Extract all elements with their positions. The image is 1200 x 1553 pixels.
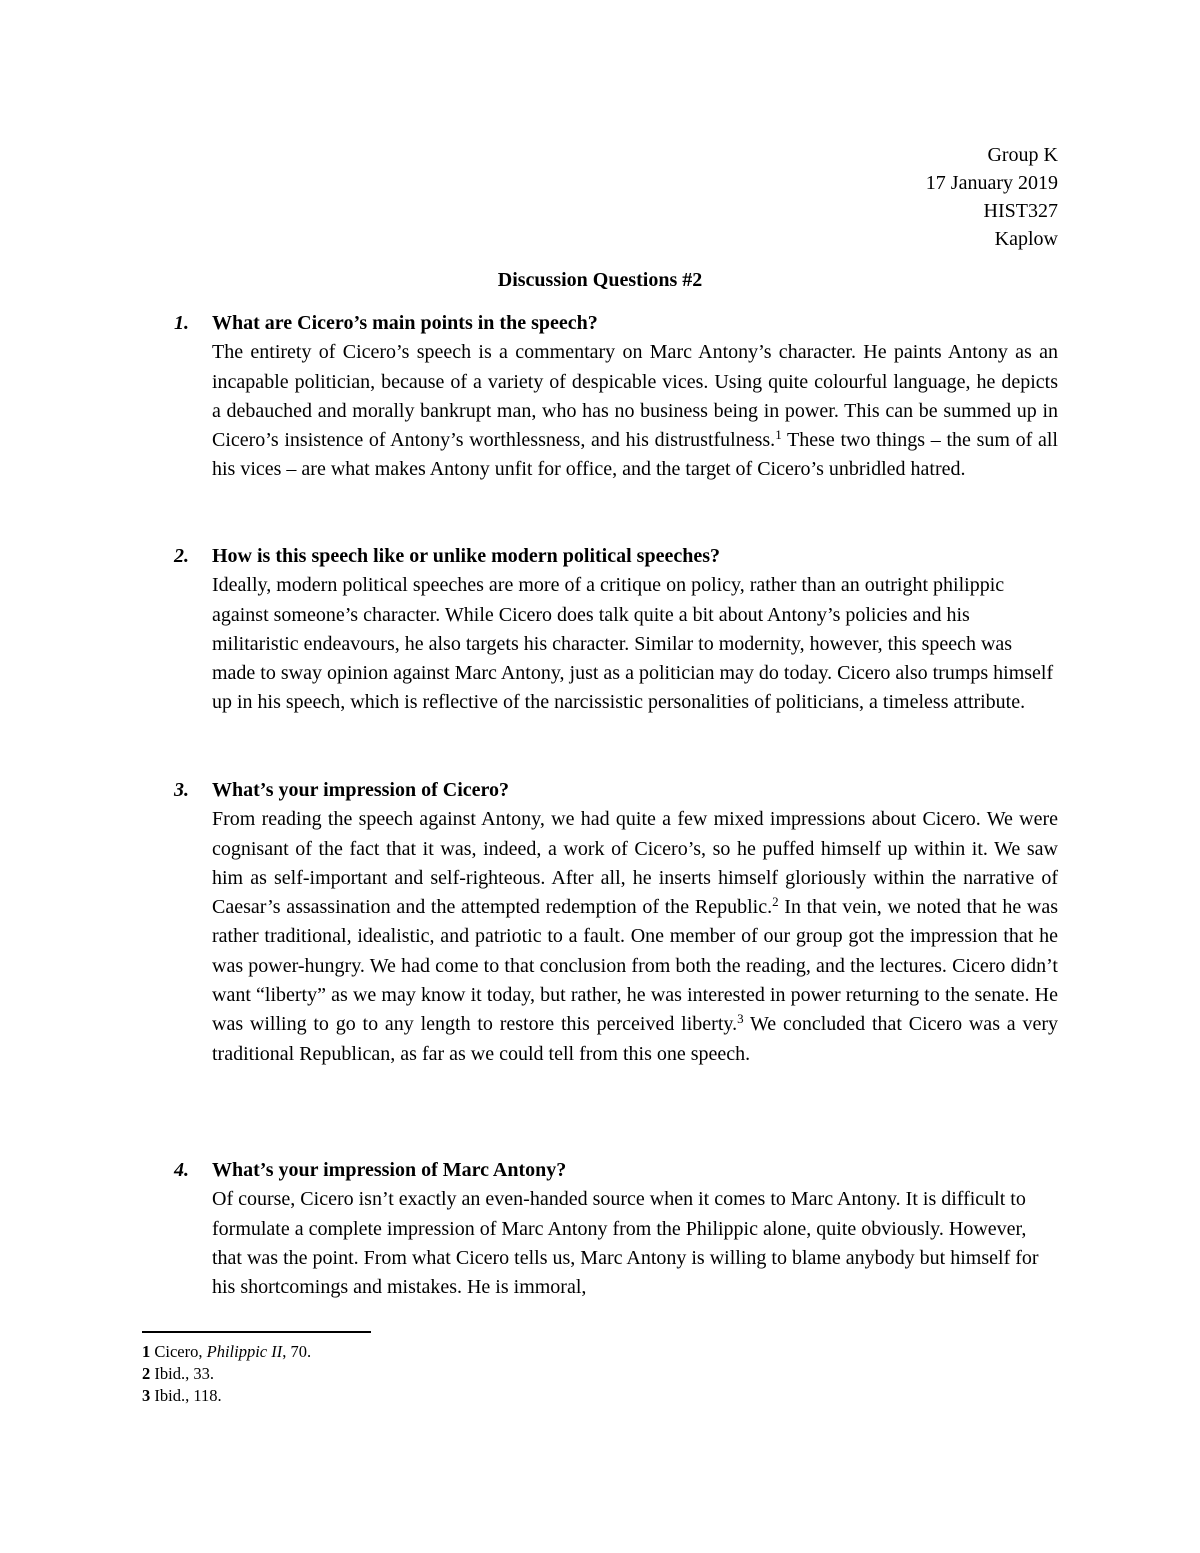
footnote-divider — [142, 1331, 371, 1333]
footnote-ref: 1 — [775, 427, 782, 443]
footnote-3 — [142, 1385, 311, 1407]
question-block-2 — [174, 542, 1058, 718]
answer-paragraph — [212, 338, 1058, 484]
question-block-1 — [174, 309, 1058, 485]
answer-paragraph: Ideally, modern political speeches are more of a critique on policy, rather than an outright philippic against someone’s character. While Cicero does talk quite a bit about Antony’s policies and his militaristic endeavours, he also targets his character. Similar to modernity, however, this speech was made to sway opinion against Marc Antony, just as a politician may do today. Cicero also trumps himself up in his speech, which is reflective of the narcissistic personalities of politicians, a timeless attribute. — [212, 574, 1054, 714]
question-number: 1. — [174, 312, 189, 334]
answer-text: These two things – the sum of all his vices – are what makes Antony unfit for office, and the target of Cicero’s unbridled hatred. — [212, 429, 1058, 481]
question-title: What’s your impression of Cicero? — [212, 779, 510, 801]
footnote-number: 1 — [142, 1342, 151, 1361]
answer-paragraph — [212, 805, 1058, 1069]
question-title: What are Cicero’s main points in the speech? — [212, 312, 598, 334]
footnote-number: 2 — [142, 1364, 151, 1383]
instructor-name: Kaplow — [994, 228, 1058, 250]
footnote-2 — [142, 1363, 311, 1385]
answer-text: We concluded that Cicero was a very traditional Republican, as far as we could tell from this one speech. — [212, 1013, 1058, 1065]
page-title: Discussion Questions #2 — [497, 269, 703, 291]
group-name: Group K — [987, 144, 1058, 166]
footnote-text: Ibid., 33. — [154, 1364, 214, 1383]
footnote-text: Ibid., 118. — [154, 1386, 222, 1405]
question-number: 4. — [174, 1159, 189, 1181]
footnote-1 — [142, 1341, 311, 1363]
footnote-page: , 70. — [282, 1342, 312, 1361]
document-header — [926, 141, 1058, 253]
footnote-work: Philippic II — [206, 1342, 283, 1361]
footnote-ref: 3 — [737, 1011, 744, 1027]
answer-text: The entirety of Cicero’s speech is a commentary on Marc Antony’s character. He paints Antony as an incapable politician, because of a variety of despicable vices. Using quite colourful language, he depicts a debauched and morally bankrupt man, who has no business being in power. This can be summed up in Cicero’s insistence of Antony’s worthlessness, and his distrustfulness. — [212, 341, 1058, 452]
question-block-3 — [174, 776, 1059, 1069]
question-block-4 — [174, 1156, 1058, 1302]
footnote-author: Cicero, — [154, 1342, 203, 1361]
answer-text: From reading the speech against Antony, we had quite a few mixed impressions about Cicero. We were cognisant of the fact that it was, indeed, a work of Cicero’s, so he puffed himself up within it. We saw him as self-important and self-righteous. After all, he inserts himself gloriously within the narrative of Caesar’s assassination and the attempted redemption of the Republic. — [212, 808, 1058, 919]
answer-paragraph: Of course, Cicero isn’t exactly an even-handed source when it comes to Marc Antony. It is difficult to formulate a complete impression of Marc Antony from the Philippic alone, quite obviously. However, that was the point. From what Cicero tells us, Marc Antony is willing to blame anybody but himself for his shortcomings and mistakes. He is immoral, — [212, 1188, 1039, 1299]
course-code: HIST327 — [983, 200, 1058, 222]
footnotes — [142, 1341, 311, 1407]
question-number: 3. — [174, 779, 189, 801]
question-number: 2. — [174, 545, 189, 567]
answer-text: In that vein, we noted that he was rather traditional, idealistic, and patriotic to a fault. One member of our group got the impression that he was power-hungry. We had come to that conclusion from both the reading, and the lectures. Cicero didn’t want “liberty” as we may know it today, but rather, he was interested in power returning to the senate. He was willing to go to any length to restore this perceived liberty. — [212, 896, 1059, 1036]
footnote-ref: 2 — [772, 894, 779, 910]
document-date: 17 January 2019 — [925, 172, 1058, 194]
question-title: What’s your impression of Marc Antony? — [212, 1159, 567, 1181]
footnote-number: 3 — [142, 1386, 151, 1405]
question-title: How is this speech like or unlike modern political speeches? — [212, 545, 720, 567]
